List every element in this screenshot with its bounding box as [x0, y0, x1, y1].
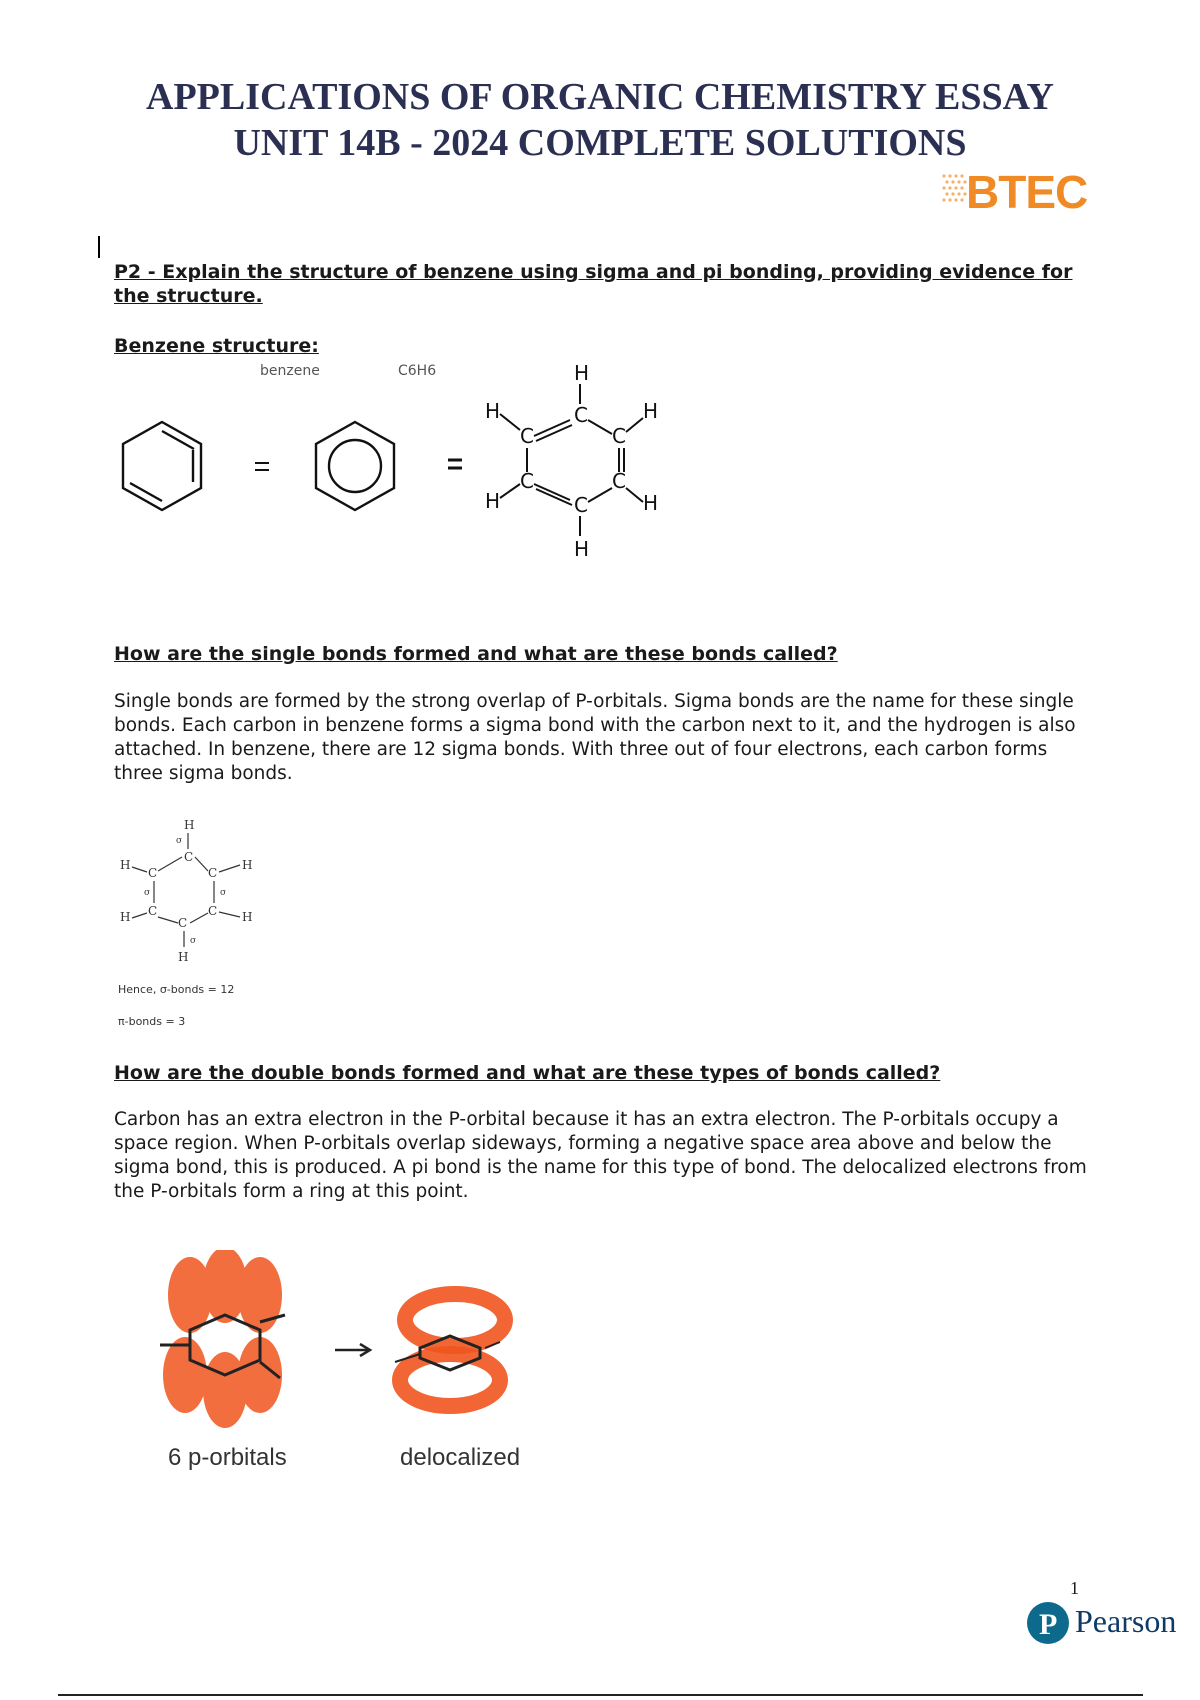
svg-text:C: C — [148, 904, 158, 918]
double-bonds-paragraph: Carbon has an extra electron in the P-orbital because it has an extra electron. The P-orbitals occupy a space region. When P-orbitals overlap sideways, forming a negative space area above and below the sigma bond, this is produced. A pi bond is the name for this type of bond. The delocalized electrons from the P-orbitals form a ring at this point. — [114, 1109, 1087, 1202]
equals-sign-2 — [448, 460, 462, 468]
six-p-orbitals — [163, 1250, 282, 1428]
sigma-bond-count: Hence, σ-bonds = 12 — [118, 983, 235, 996]
svg-text:P: P — [1039, 1608, 1058, 1641]
svg-text:H: H — [120, 858, 131, 872]
p-orbitals-caption: 6 p-orbitals — [168, 1444, 287, 1471]
svg-text:C: C — [612, 469, 626, 493]
document-title-line2: UNIT 14B - 2024 COMPLETE SOLUTIONS — [233, 122, 967, 164]
svg-text:H: H — [184, 818, 195, 832]
formula-label: C6H6 — [398, 363, 437, 379]
btec-dots-icon — [940, 170, 968, 210]
svg-text:σ: σ — [144, 888, 151, 898]
svg-text:H: H — [242, 858, 253, 872]
benzene-structure-diagram — [115, 360, 675, 565]
aromatic-benzene — [316, 422, 394, 510]
delocalized-ring — [395, 1294, 505, 1406]
svg-text:H: H — [643, 399, 659, 423]
svg-text:σ: σ — [190, 936, 197, 946]
svg-text:H: H — [485, 489, 501, 513]
svg-text:C: C — [208, 866, 218, 880]
sigma-bond-diagram — [116, 815, 266, 965]
equals-sign-1 — [255, 463, 269, 470]
svg-text:H: H — [574, 537, 590, 561]
single-bonds-paragraph: Single bonds are formed by the strong overlap of P-orbitals. Sigma bonds are the name for these single bonds. Each carbon in benzene forms a sigma bond with the carbon next to it, and the hydrogen is also attached. In benzene, there are 12 sigma bonds. With three out of four electrons, each carbon forms three sigma bonds. — [114, 691, 1076, 784]
svg-text:C: C — [178, 916, 188, 930]
svg-text:H: H — [178, 950, 189, 964]
svg-text:σ: σ — [176, 836, 183, 846]
svg-text:H: H — [574, 361, 590, 385]
page-number: 1 — [1070, 1578, 1079, 1598]
footer-divider — [58, 1694, 1143, 1696]
single-bonds-heading: How are the single bonds formed and what are these bonds called? — [114, 643, 838, 665]
benzene-structure-heading: Benzene structure: — [114, 335, 319, 357]
p2-question: P2 - Explain the structure of benzene using sigma and pi bonding, providing evidence for the structure. — [114, 261, 1073, 307]
p-orbital-diagram — [150, 1250, 570, 1450]
svg-text:C: C — [574, 403, 588, 427]
svg-text:H: H — [485, 399, 501, 423]
svg-text:C: C — [208, 904, 218, 918]
svg-text:C: C — [148, 866, 158, 880]
benzene-label: benzene — [260, 363, 320, 379]
svg-text:C: C — [574, 493, 588, 517]
delocalized-caption: delocalized — [400, 1444, 521, 1471]
text-cursor — [98, 236, 100, 258]
document-title-line1: APPLICATIONS OF ORGANIC CHEMISTRY ESSAY — [146, 76, 1054, 118]
pearson-wordmark: Pearson — [1075, 1603, 1177, 1639]
svg-text:H: H — [643, 491, 659, 515]
btec-logo: BTEC — [966, 166, 1088, 218]
pearson-logo-icon — [1025, 1600, 1071, 1646]
svg-text:σ: σ — [220, 888, 227, 898]
svg-text:C: C — [520, 424, 534, 448]
svg-text:H: H — [120, 910, 131, 924]
svg-text:H: H — [242, 910, 253, 924]
arrow-icon — [335, 1344, 370, 1356]
pi-bond-count: π-bonds = 3 — [118, 1015, 186, 1028]
kekule-benzene — [123, 422, 201, 510]
svg-text:C: C — [612, 424, 626, 448]
double-bonds-heading: How are the double bonds formed and what are these types of bonds called? — [114, 1062, 941, 1084]
structural-formula — [485, 361, 658, 561]
svg-text:C: C — [520, 469, 534, 493]
svg-text:C: C — [184, 850, 194, 864]
